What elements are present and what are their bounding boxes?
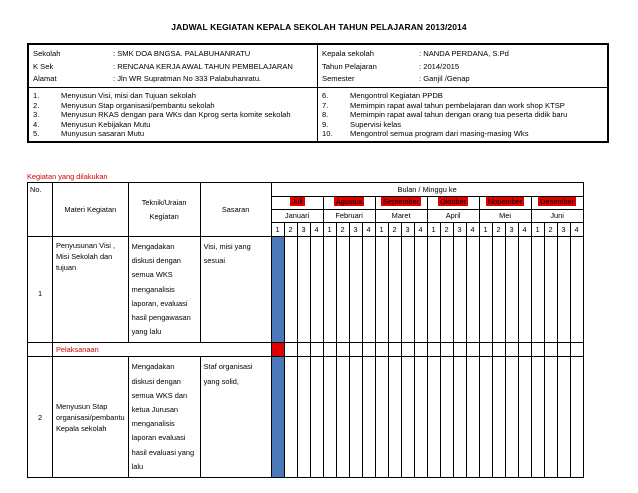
objective-item xyxy=(322,120,603,130)
week-cell xyxy=(297,357,310,478)
week-number: 2 xyxy=(388,223,401,237)
month-top-label: Agustus xyxy=(335,197,363,206)
week-number: 1 xyxy=(479,223,492,237)
week-number: 2 xyxy=(492,223,505,237)
objective-text: Munyusun sasaran Mutu xyxy=(61,129,145,139)
month-header xyxy=(479,197,531,223)
month-top xyxy=(324,197,375,209)
week-cell xyxy=(557,343,570,357)
week-cell xyxy=(505,343,518,357)
week-cell xyxy=(362,343,375,357)
month-top xyxy=(376,197,427,209)
week-cell xyxy=(492,357,505,478)
week-cell xyxy=(505,237,518,343)
week-cell xyxy=(349,237,362,343)
week-cell xyxy=(414,343,427,357)
objective-number: 4. xyxy=(33,119,40,129)
objective-item xyxy=(322,110,603,120)
week-cell xyxy=(414,237,427,343)
week-cell xyxy=(466,237,479,343)
month-bottom-label: Mei xyxy=(480,209,531,222)
row-number: 2 xyxy=(28,357,53,478)
objective-text: Memimpin rapat awal tahun pembelajaran dan work shop KTSP xyxy=(350,100,565,110)
week-cell xyxy=(570,237,583,343)
week-cell xyxy=(453,357,466,478)
objective-number: 6. xyxy=(322,91,329,100)
week-number: 3 xyxy=(453,223,466,237)
week-cell xyxy=(479,357,492,478)
info-label: Semester xyxy=(322,74,355,83)
week-number: 2 xyxy=(440,223,453,237)
month-top xyxy=(532,197,583,209)
week-cell xyxy=(271,343,284,357)
week-cell xyxy=(453,237,466,343)
week-cell xyxy=(388,357,401,478)
objective-text: Memimpin rapat awal tahun dengan orang tua peserta didik baru xyxy=(350,110,568,120)
week-cell xyxy=(414,357,427,478)
info-value: : 2014/2015 xyxy=(419,61,460,71)
info-value: : RENCANA KERJA AWAL TAHUN PEMBELAJARAN xyxy=(113,61,293,71)
info-label: Alamat xyxy=(33,74,57,83)
header-materi: Materi Kegiatan xyxy=(53,183,129,237)
info-row xyxy=(33,61,313,74)
week-cell xyxy=(531,237,544,343)
schedule-table xyxy=(27,182,584,478)
row-number: 1 xyxy=(28,237,53,343)
month-top-label: September xyxy=(383,197,420,206)
week-cell xyxy=(518,237,531,343)
week-cell xyxy=(492,343,505,357)
objective-number: 2. xyxy=(33,100,40,110)
month-header xyxy=(323,197,375,223)
week-cell xyxy=(271,237,284,343)
week-cell xyxy=(349,357,362,478)
week-number: 3 xyxy=(349,223,362,237)
info-row xyxy=(322,61,603,74)
week-cell xyxy=(440,357,453,478)
row-materi: Menyusun Stap organisasi/pembantu Kepala sekolah xyxy=(53,357,129,478)
info-value: : SMK DOA BNGSA. PALABUHANRATU xyxy=(113,49,251,58)
week-number: 3 xyxy=(505,223,518,237)
week-cell xyxy=(479,237,492,343)
objective-text: Mengontrol Kegiatan PPDB xyxy=(350,91,443,100)
info-label: K Sek xyxy=(33,61,54,71)
week-cell xyxy=(297,237,310,343)
week-cell xyxy=(544,237,557,343)
week-cell xyxy=(336,343,349,357)
week-cell xyxy=(284,357,297,478)
header-bulan: Bulan / Minggu ke xyxy=(271,183,583,197)
week-number: 3 xyxy=(297,223,310,237)
month-header xyxy=(271,197,323,223)
week-number: 4 xyxy=(310,223,323,237)
week-cell xyxy=(362,237,375,343)
week-cell xyxy=(466,343,479,357)
week-cell xyxy=(336,357,349,478)
month-bottom-label: Februari xyxy=(324,209,375,222)
week-cell xyxy=(284,237,297,343)
week-cell xyxy=(284,343,297,357)
objective-item xyxy=(33,91,313,101)
header-sasaran: Sasaran xyxy=(200,183,271,237)
objective-text: Menyusun Visi, misi dan Tujuan sekolah xyxy=(61,91,196,100)
info-row xyxy=(33,73,313,86)
month-top-label: Desember xyxy=(540,197,575,206)
school-info-right xyxy=(318,45,607,87)
objective-text: Menyusun Kebijakan Mutu xyxy=(61,119,151,129)
month-top xyxy=(272,197,323,209)
row-number-blank xyxy=(28,343,53,357)
week-cell xyxy=(375,237,388,343)
week-cell xyxy=(557,237,570,343)
week-cell xyxy=(310,237,323,343)
week-cell xyxy=(544,357,557,478)
objective-item xyxy=(322,91,603,101)
info-row xyxy=(322,73,603,86)
info-value: : NANDA PERDANA, S.Pd xyxy=(419,49,509,58)
row-sasaran: Visi, misi yang sesuai xyxy=(200,237,271,343)
school-info-header xyxy=(29,45,607,88)
week-cell xyxy=(440,237,453,343)
week-number: 2 xyxy=(544,223,557,237)
objective-text: Supervisi kelas xyxy=(350,119,402,129)
week-cell xyxy=(544,343,557,357)
objective-number: 9. xyxy=(322,119,329,129)
school-info-left xyxy=(29,45,318,87)
week-cell xyxy=(453,343,466,357)
month-top-label: Nopember xyxy=(487,197,523,206)
week-number: 1 xyxy=(271,223,284,237)
objective-item xyxy=(33,120,313,130)
week-cell xyxy=(349,343,362,357)
week-cell xyxy=(323,357,336,478)
week-number: 2 xyxy=(336,223,349,237)
objective-number: 10. xyxy=(322,129,333,139)
row-teknik: Mengadakan diskusi dengan semua WKS dan ketua Jurusan menganalisis laporan evaluasi hasil evaluasi yang lalu xyxy=(128,357,200,478)
week-cell xyxy=(427,237,440,343)
month-top-label: Juli xyxy=(291,197,303,206)
week-cell xyxy=(518,357,531,478)
week-cell xyxy=(557,357,570,478)
month-top-label: Oktober xyxy=(439,197,467,206)
info-label: Sekolah xyxy=(33,49,61,58)
row-materi: Penyusunan Visi , Misi Sekolah dan tujuan xyxy=(53,237,129,343)
week-cell xyxy=(505,357,518,478)
objective-text: Menyusun RKAS dengan para WKs dan Kprog serta komite sekolah xyxy=(61,110,291,120)
week-number: 4 xyxy=(570,223,583,237)
objective-number: 1. xyxy=(33,91,40,100)
objectives-list xyxy=(29,88,607,141)
week-number: 4 xyxy=(414,223,427,237)
week-cell xyxy=(570,357,583,478)
info-value: : Jln WR Supratman No 333 Palabuhanratu. xyxy=(113,74,262,83)
month-bottom-label: Januari xyxy=(272,209,323,222)
week-cell xyxy=(427,343,440,357)
objective-item xyxy=(322,101,603,111)
week-cell xyxy=(401,357,414,478)
info-label: Kepala sekolah xyxy=(322,49,374,58)
week-cell xyxy=(323,343,336,357)
objective-number: 5. xyxy=(33,129,40,139)
week-number: 4 xyxy=(362,223,375,237)
info-row xyxy=(33,48,313,61)
objective-item xyxy=(322,129,603,139)
week-cell xyxy=(531,357,544,478)
week-cell xyxy=(388,237,401,343)
objective-item xyxy=(33,129,313,139)
week-cell xyxy=(401,237,414,343)
objective-item xyxy=(33,101,313,111)
week-cell xyxy=(271,357,284,478)
week-number: 4 xyxy=(466,223,479,237)
objectives-right xyxy=(318,88,607,141)
objective-number: 3. xyxy=(33,110,40,120)
week-cell xyxy=(427,357,440,478)
week-number: 1 xyxy=(427,223,440,237)
objective-text: Mengontrol semua program dari masing-masing Wks xyxy=(350,129,529,139)
week-cell xyxy=(297,343,310,357)
info-label: Tahun Pelajaran xyxy=(322,61,377,71)
week-number: 3 xyxy=(557,223,570,237)
week-cell xyxy=(310,343,323,357)
row-teknik: Mengadakan diskusi dengan semua WKS menganalisis laporan, evaluasi hasil pengawasan yang lalu xyxy=(128,237,200,343)
week-cell xyxy=(336,237,349,343)
month-bottom-label: Maret xyxy=(376,209,427,222)
week-cell xyxy=(388,343,401,357)
week-cell xyxy=(518,343,531,357)
week-number: 1 xyxy=(375,223,388,237)
page-title: JADWAL KEGIATAN KEPALA SEKOLAH TAHUN PELAJARAN 2013/2014 xyxy=(171,22,467,32)
info-value: : Ganjil /Genap xyxy=(419,74,470,83)
week-cell xyxy=(310,357,323,478)
week-cell xyxy=(375,343,388,357)
week-cell xyxy=(466,357,479,478)
week-number: 4 xyxy=(518,223,531,237)
week-cell xyxy=(440,343,453,357)
info-row xyxy=(322,48,603,61)
objective-number: 7. xyxy=(322,100,329,110)
week-number: 2 xyxy=(284,223,297,237)
week-number: 3 xyxy=(401,223,414,237)
pelaksanaan-label: Pelaksanaan xyxy=(53,343,272,357)
week-cell xyxy=(362,357,375,478)
month-top xyxy=(428,197,479,209)
month-bottom-label: April xyxy=(428,209,479,222)
week-cell xyxy=(570,343,583,357)
month-top xyxy=(480,197,531,209)
header-teknik: Teknik/Uraian Kegiatan xyxy=(128,183,200,237)
school-info-box xyxy=(27,43,609,143)
objective-text: Menyusun Stap organisasi/pembantu sekolah xyxy=(61,100,215,110)
objectives-left xyxy=(29,88,318,141)
month-header xyxy=(375,197,427,223)
row-sasaran: Staf organisasi yang solid, xyxy=(200,357,271,478)
month-header xyxy=(427,197,479,223)
month-header xyxy=(531,197,583,223)
objective-number: 8. xyxy=(322,110,329,120)
week-cell xyxy=(492,237,505,343)
header-no: No. xyxy=(28,183,53,237)
section-label: Kegiatan yang dilakukan xyxy=(27,172,108,181)
week-cell xyxy=(375,357,388,478)
week-cell xyxy=(479,343,492,357)
week-cell xyxy=(401,343,414,357)
week-cell xyxy=(531,343,544,357)
objective-item xyxy=(33,110,313,120)
week-cell xyxy=(323,237,336,343)
week-number: 1 xyxy=(323,223,336,237)
week-number: 1 xyxy=(531,223,544,237)
month-bottom-label: Juni xyxy=(532,209,583,222)
